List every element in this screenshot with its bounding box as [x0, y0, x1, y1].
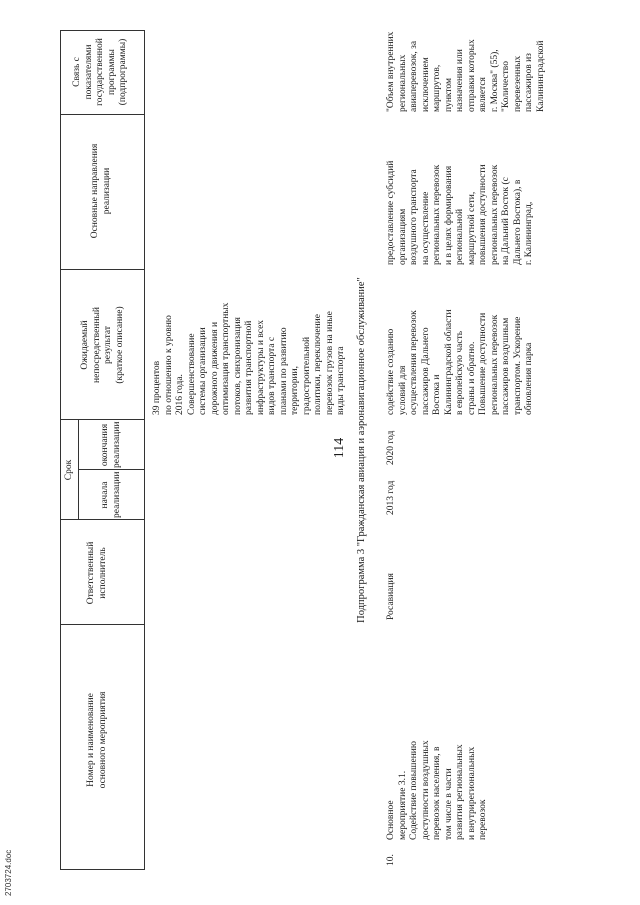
- header-indicators: Связь с показателями государственной программы (подпрограммы): [72, 38, 128, 106]
- col-sep-5: [60, 269, 144, 270]
- header-start: начала реализации: [100, 471, 122, 518]
- header-result: Ожидаемый непосредственный результат (краткое описание): [80, 306, 125, 384]
- header-term: Срок: [64, 459, 74, 481]
- col-sep-2: [60, 624, 144, 625]
- term-subheader-rule: [78, 420, 79, 520]
- header-number-name: Номер и наименование основного мероприятия: [86, 691, 108, 789]
- header-bottom-rule: [144, 30, 145, 870]
- header-end: окончания реализации: [100, 421, 122, 468]
- col-sep-6: [60, 114, 144, 115]
- row-directions: предоставление субсидий организациям воздушного транспорта на осуществление региональных перевозок и в целях формирования региональной маршрутной сети, повышения доступности региональных перевозок на Дальний Восток (с Дальнего Востока), в г. Калининград,: [386, 160, 534, 265]
- row-start: 2013 год: [386, 480, 396, 515]
- header-executor: Ответственный исполнитель: [86, 541, 108, 605]
- row-number: 10.: [386, 854, 396, 866]
- rotated-table: [60, 30, 620, 870]
- table-top-rule: [60, 30, 61, 870]
- footer-doc-code: 2703724.doc: [4, 849, 13, 896]
- subprogram-title: Подпрограмма 3 "Гражданская авиация и аэронавигационное обслуживание": [356, 277, 367, 623]
- col-sep-3: [60, 519, 144, 520]
- header-directions: Основные направления реализации: [90, 143, 112, 239]
- row-executor: Росавиация: [386, 573, 396, 620]
- col-sep-4: [60, 419, 144, 420]
- row-name: Основное мероприятие 3.1. Содействие повышению доступности воздушных перевозок населения, в том числе в части развития региональных и внутрирегиональных перевозок: [386, 740, 488, 840]
- page-number: 114: [332, 437, 348, 459]
- row-indicators: "Объем внутренних региональных авиаперевозок, за исключением маршрутов, пунктом назначения или отправки которых является г. Москва" (55), "Количество перевезенных пассажиров из Калининградской: [386, 31, 546, 112]
- col-sep-3b: [78, 469, 144, 470]
- row-result: содействие созданию условий для осуществления перевозок пассажиров Дальнего Востока и Калининградской области в европейскую часть страны и обратно. Повышение доступности региональных перевозок пассажиров воздушным транспортом. Ускорение обновления парка: [386, 309, 534, 415]
- continuation-result-text: 39 процентов по отношению к уровню 2016 года. Совершенствование системы организации дорожного движения и оптимизация транспортных потоков, синхронизация развития транспортной инфраструктуры и всех видов транспорта с планами по развитию территории, градостроительной политики, переключение перевозок грузов на иные виды транспорта: [152, 302, 346, 415]
- col-sep-7: [60, 30, 144, 31]
- row-end: 2020 год: [386, 430, 396, 465]
- col-sep-1: [60, 869, 144, 870]
